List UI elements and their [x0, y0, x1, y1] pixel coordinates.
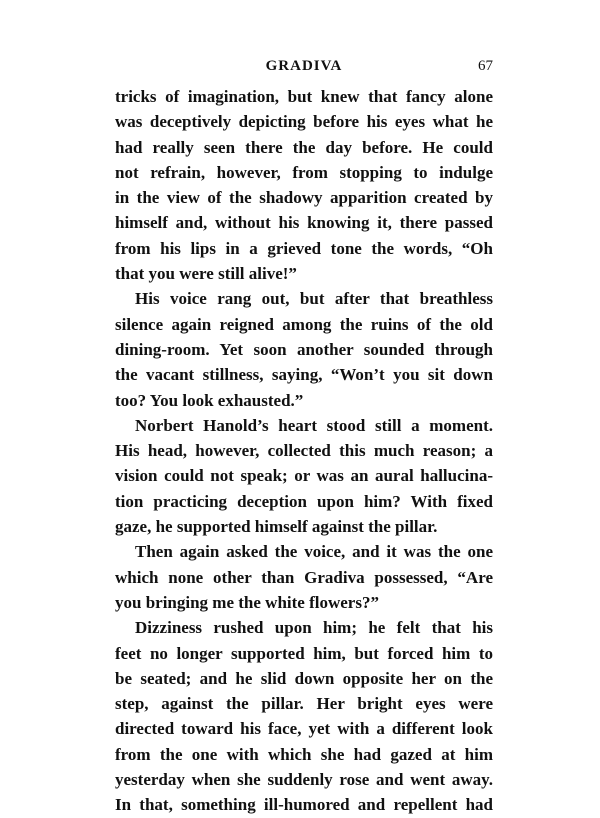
text-line: dining-room. Yet soon another sounded through: [115, 339, 493, 359]
text-line: vision could not speak; or was an aural hallucina-: [115, 466, 493, 486]
text-line: gaze, he supported himself against the pillar.: [115, 517, 438, 537]
text-line: silence again reigned among the ruins of the old: [115, 314, 493, 334]
text-line: from the one with which she had gazed at him: [115, 744, 493, 764]
text-line: His head, however, collected this much reason; a: [115, 441, 493, 461]
text-line: had really seen there the day before. He could: [115, 137, 493, 157]
text-line: His voice rang out, but after that breathless: [135, 289, 493, 309]
text-line: in the view of the shadowy apparition created by: [115, 188, 493, 208]
running-head: [115, 55, 493, 77]
text-line: Dizziness rushed upon him; he felt that his: [135, 618, 493, 638]
text-line: tion practicing deception upon him? With fixed: [115, 491, 493, 511]
text-line: from his lips in a grieved tone the words, “Oh: [115, 238, 493, 258]
text-line: Then again asked the voice, and it was the one: [135, 542, 493, 562]
text-line: the vacant stillness, saying, “Won’t you sit down: [115, 365, 493, 385]
running-title: GRADIVA: [265, 58, 343, 74]
text-line: himself and, without his knowing it, there passed: [115, 213, 493, 233]
text-line: directed toward his face, yet with a different look: [115, 719, 493, 739]
text-line: you bringing me the white flowers?”: [115, 592, 379, 612]
text-line: step, against the pillar. Her bright eyes were: [115, 694, 493, 714]
text-line: yesterday when she suddenly rose and went away.: [115, 770, 493, 790]
page-number: 67: [478, 58, 493, 74]
text-line: was deceptively depicting before his eyes what he: [115, 112, 493, 132]
body-text: [115, 84, 493, 818]
text-line: In that, something ill-humored and repellent had: [115, 795, 493, 815]
text-line: tricks of imagination, but knew that fancy alone: [115, 87, 493, 106]
text-line: Norbert Hanold’s heart stood still a moment.: [135, 415, 493, 435]
text-line: too? You look exhausted.”: [115, 390, 304, 410]
text-line: be seated; and he slid down opposite her on the: [115, 668, 493, 688]
text-line: which none other than Gradiva possessed, “Are: [115, 567, 493, 587]
text-line: not refrain, however, from stopping to indulge: [115, 162, 493, 182]
text-line: that you were still alive!”: [115, 264, 297, 284]
text-line: feet no longer supported him, but forced him to: [115, 643, 493, 663]
